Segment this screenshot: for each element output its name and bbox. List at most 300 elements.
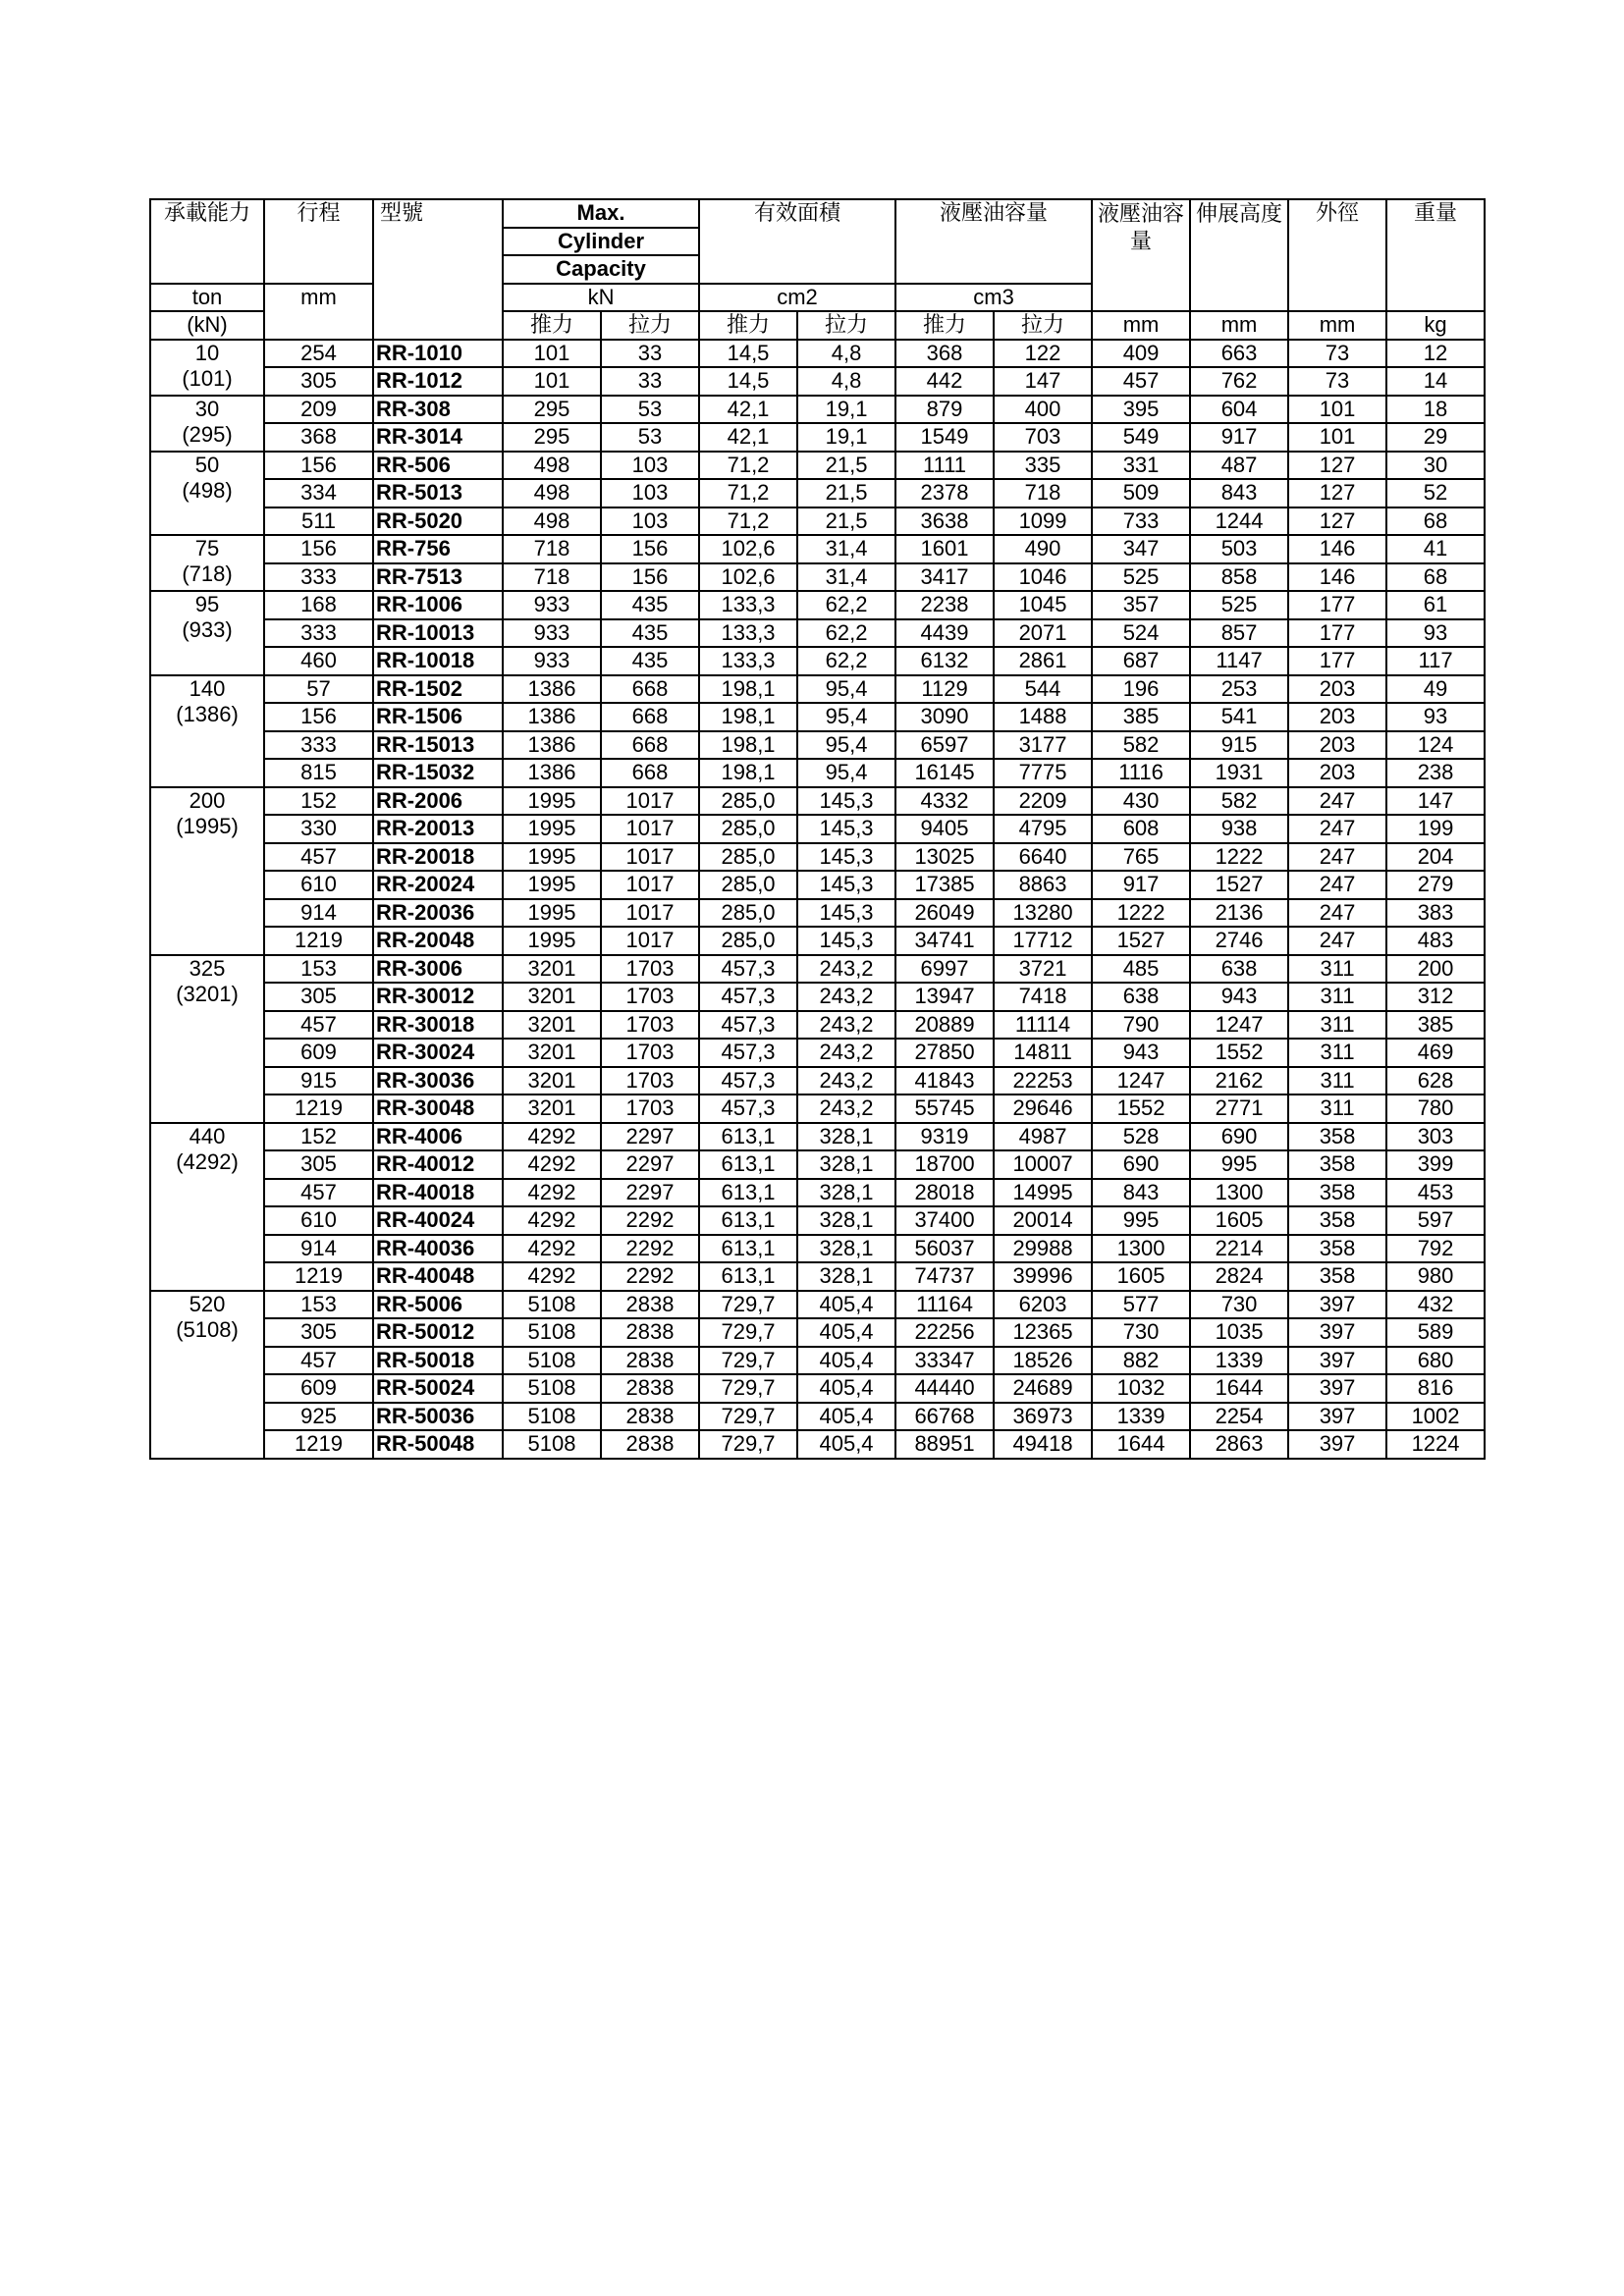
pull-force-cell: 1017 bbox=[601, 843, 699, 872]
pull-area-cell: 328,1 bbox=[797, 1179, 895, 1207]
pull-area-cell: 243,2 bbox=[797, 1067, 895, 1095]
push-area-cell: 457,3 bbox=[699, 1039, 797, 1067]
extended-height-cell: 1605 bbox=[1190, 1206, 1288, 1235]
pull-area-cell: 328,1 bbox=[797, 1150, 895, 1179]
diameter-cell: 358 bbox=[1288, 1262, 1386, 1291]
pull-force-cell: 33 bbox=[601, 367, 699, 396]
stroke-cell: 152 bbox=[264, 787, 373, 816]
push-area-cell: 102,6 bbox=[699, 535, 797, 563]
push-area-cell: 133,3 bbox=[699, 591, 797, 619]
pull-force-cell: 668 bbox=[601, 675, 699, 704]
push-oil-cell: 2378 bbox=[895, 479, 994, 507]
model-cell: RR-10013 bbox=[373, 619, 503, 648]
header-max: Max. bbox=[503, 199, 699, 228]
header-area: 有效面積 bbox=[699, 199, 895, 284]
model-cell: RR-50048 bbox=[373, 1430, 503, 1459]
push-force-cell: 933 bbox=[503, 619, 601, 648]
push-oil-cell: 33347 bbox=[895, 1347, 994, 1375]
table-row bbox=[150, 1262, 1485, 1291]
diameter-cell: 146 bbox=[1288, 563, 1386, 592]
table-row bbox=[150, 1403, 1485, 1431]
push-area-cell: 729,7 bbox=[699, 1347, 797, 1375]
push-area-cell: 285,0 bbox=[699, 899, 797, 928]
extended-height-cell: 858 bbox=[1190, 563, 1288, 592]
model-cell: RR-30018 bbox=[373, 1011, 503, 1040]
pull-area-cell: 21,5 bbox=[797, 507, 895, 536]
extended-height-cell: 1527 bbox=[1190, 871, 1288, 899]
diameter-cell: 311 bbox=[1288, 1095, 1386, 1123]
push-oil-cell: 1129 bbox=[895, 675, 994, 704]
capacity-kn: (3201) bbox=[176, 981, 239, 1006]
table-row bbox=[150, 983, 1485, 1011]
push-force-cell: 1386 bbox=[503, 703, 601, 731]
pull-area-cell: 243,2 bbox=[797, 955, 895, 984]
push-force-cell: 3201 bbox=[503, 1039, 601, 1067]
unit-cm3: cm3 bbox=[895, 284, 1092, 312]
pull-area-cell: 145,3 bbox=[797, 871, 895, 899]
pull-area-cell: 21,5 bbox=[797, 479, 895, 507]
push-force-cell: 295 bbox=[503, 396, 601, 424]
table-row bbox=[150, 1235, 1485, 1263]
stroke-cell: 1219 bbox=[264, 1095, 373, 1123]
oil-height-cell: 1605 bbox=[1092, 1262, 1190, 1291]
diameter-cell: 203 bbox=[1288, 731, 1386, 760]
stroke-cell: 914 bbox=[264, 1235, 373, 1263]
push-area-cell: 285,0 bbox=[699, 927, 797, 955]
diameter-cell: 73 bbox=[1288, 367, 1386, 396]
push-area-cell: 729,7 bbox=[699, 1291, 797, 1319]
oil-height-cell: 1222 bbox=[1092, 899, 1190, 928]
diameter-cell: 311 bbox=[1288, 955, 1386, 984]
diameter-cell: 358 bbox=[1288, 1179, 1386, 1207]
push-oil-cell: 6597 bbox=[895, 731, 994, 760]
push-force-cell: 5108 bbox=[503, 1430, 601, 1459]
push-area-cell: 198,1 bbox=[699, 731, 797, 760]
extended-height-cell: 2771 bbox=[1190, 1095, 1288, 1123]
pull-oil-cell: 20014 bbox=[994, 1206, 1092, 1235]
pull-force-cell: 53 bbox=[601, 396, 699, 424]
pull-oil-cell: 6640 bbox=[994, 843, 1092, 872]
label-push-oil: 推力 bbox=[895, 311, 994, 340]
push-area-cell: 613,1 bbox=[699, 1179, 797, 1207]
pull-force-cell: 668 bbox=[601, 759, 699, 787]
pull-oil-cell: 1045 bbox=[994, 591, 1092, 619]
model-cell: RR-3014 bbox=[373, 423, 503, 452]
stroke-cell: 457 bbox=[264, 843, 373, 872]
model-cell: RR-30012 bbox=[373, 983, 503, 1011]
pull-area-cell: 405,4 bbox=[797, 1291, 895, 1319]
model-cell: RR-3006 bbox=[373, 955, 503, 984]
unit-oil-mm: mm bbox=[1092, 311, 1190, 340]
table-row bbox=[150, 479, 1485, 507]
model-cell: RR-50018 bbox=[373, 1347, 503, 1375]
weight-cell: 93 bbox=[1386, 619, 1485, 648]
oil-height-cell: 1247 bbox=[1092, 1067, 1190, 1095]
header-diameter: 外徑 bbox=[1288, 199, 1386, 311]
weight-cell: 41 bbox=[1386, 535, 1485, 563]
pull-oil-cell: 2071 bbox=[994, 619, 1092, 648]
table-row bbox=[150, 1123, 1485, 1151]
extended-height-cell: 2162 bbox=[1190, 1067, 1288, 1095]
diameter-cell: 247 bbox=[1288, 843, 1386, 872]
oil-height-cell: 331 bbox=[1092, 452, 1190, 480]
capacity-group-cell bbox=[150, 1123, 264, 1291]
weight-cell: 680 bbox=[1386, 1347, 1485, 1375]
push-force-cell: 3201 bbox=[503, 983, 601, 1011]
extended-height-cell: 2746 bbox=[1190, 927, 1288, 955]
stroke-cell: 57 bbox=[264, 675, 373, 704]
push-area-cell: 457,3 bbox=[699, 1011, 797, 1040]
diameter-cell: 397 bbox=[1288, 1291, 1386, 1319]
pull-force-cell: 2292 bbox=[601, 1262, 699, 1291]
push-area-cell: 613,1 bbox=[699, 1123, 797, 1151]
weight-cell: 12 bbox=[1386, 340, 1485, 368]
oil-height-cell: 577 bbox=[1092, 1291, 1190, 1319]
extended-height-cell: 1222 bbox=[1190, 843, 1288, 872]
weight-cell: 303 bbox=[1386, 1123, 1485, 1151]
pull-force-cell: 103 bbox=[601, 479, 699, 507]
pull-area-cell: 405,4 bbox=[797, 1318, 895, 1347]
capacity-kn: (1386) bbox=[176, 701, 239, 726]
push-area-cell: 613,1 bbox=[699, 1262, 797, 1291]
extended-height-cell: 1247 bbox=[1190, 1011, 1288, 1040]
model-cell: RR-40012 bbox=[373, 1150, 503, 1179]
pull-area-cell: 95,4 bbox=[797, 731, 895, 760]
push-force-cell: 1995 bbox=[503, 927, 601, 955]
weight-cell: 18 bbox=[1386, 396, 1485, 424]
stroke-cell: 254 bbox=[264, 340, 373, 368]
pull-force-cell: 1703 bbox=[601, 1067, 699, 1095]
pull-oil-cell: 6203 bbox=[994, 1291, 1092, 1319]
push-area-cell: 457,3 bbox=[699, 1095, 797, 1123]
push-area-cell: 71,2 bbox=[699, 479, 797, 507]
weight-cell: 469 bbox=[1386, 1039, 1485, 1067]
label-push-force: 推力 bbox=[503, 311, 601, 340]
weight-cell: 279 bbox=[1386, 871, 1485, 899]
pull-area-cell: 328,1 bbox=[797, 1123, 895, 1151]
push-oil-cell: 26049 bbox=[895, 899, 994, 928]
oil-height-cell: 385 bbox=[1092, 703, 1190, 731]
unit-height-mm: mm bbox=[1190, 311, 1288, 340]
extended-height-cell: 604 bbox=[1190, 396, 1288, 424]
model-cell: RR-7513 bbox=[373, 563, 503, 592]
extended-height-cell: 1931 bbox=[1190, 759, 1288, 787]
pull-area-cell: 145,3 bbox=[797, 899, 895, 928]
weight-cell: 204 bbox=[1386, 843, 1485, 872]
pull-area-cell: 243,2 bbox=[797, 1095, 895, 1123]
push-force-cell: 3201 bbox=[503, 1095, 601, 1123]
weight-cell: 597 bbox=[1386, 1206, 1485, 1235]
pull-force-cell: 1703 bbox=[601, 983, 699, 1011]
weight-cell: 52 bbox=[1386, 479, 1485, 507]
stroke-cell: 333 bbox=[264, 619, 373, 648]
push-oil-cell: 16145 bbox=[895, 759, 994, 787]
stroke-cell: 333 bbox=[264, 731, 373, 760]
oil-height-cell: 525 bbox=[1092, 563, 1190, 592]
table-row bbox=[150, 1039, 1485, 1067]
diameter-cell: 397 bbox=[1288, 1318, 1386, 1347]
push-area-cell: 198,1 bbox=[699, 675, 797, 704]
model-cell: RR-756 bbox=[373, 535, 503, 563]
weight-cell: 238 bbox=[1386, 759, 1485, 787]
table-row bbox=[150, 535, 1485, 563]
oil-height-cell: 1527 bbox=[1092, 927, 1190, 955]
extended-height-cell: 1244 bbox=[1190, 507, 1288, 536]
pull-area-cell: 328,1 bbox=[797, 1262, 895, 1291]
unit-ton: ton bbox=[150, 284, 264, 312]
stroke-cell: 457 bbox=[264, 1179, 373, 1207]
extended-height-cell: 917 bbox=[1190, 423, 1288, 452]
capacity-ton: 50 bbox=[194, 452, 220, 477]
push-force-cell: 3201 bbox=[503, 1067, 601, 1095]
oil-height-cell: 1300 bbox=[1092, 1235, 1190, 1263]
weight-cell: 68 bbox=[1386, 563, 1485, 592]
extended-height-cell: 2863 bbox=[1190, 1430, 1288, 1459]
pull-oil-cell: 29646 bbox=[994, 1095, 1092, 1123]
stroke-cell: 511 bbox=[264, 507, 373, 536]
pull-oil-cell: 400 bbox=[994, 396, 1092, 424]
pull-force-cell: 668 bbox=[601, 703, 699, 731]
model-cell: RR-1502 bbox=[373, 675, 503, 704]
model-cell: RR-5006 bbox=[373, 1291, 503, 1319]
oil-height-cell: 357 bbox=[1092, 591, 1190, 619]
push-force-cell: 5108 bbox=[503, 1374, 601, 1403]
unit-kn-paren: (kN) bbox=[150, 311, 264, 340]
header-row-1 bbox=[150, 199, 1485, 228]
push-area-cell: 102,6 bbox=[699, 563, 797, 592]
pull-area-cell: 62,2 bbox=[797, 647, 895, 675]
push-oil-cell: 879 bbox=[895, 396, 994, 424]
push-area-cell: 285,0 bbox=[699, 843, 797, 872]
push-oil-cell: 18700 bbox=[895, 1150, 994, 1179]
pull-oil-cell: 7775 bbox=[994, 759, 1092, 787]
push-area-cell: 729,7 bbox=[699, 1318, 797, 1347]
pull-oil-cell: 490 bbox=[994, 535, 1092, 563]
stroke-cell: 610 bbox=[264, 871, 373, 899]
oil-height-cell: 1552 bbox=[1092, 1095, 1190, 1123]
diameter-cell: 247 bbox=[1288, 927, 1386, 955]
pull-force-cell: 2292 bbox=[601, 1206, 699, 1235]
push-area-cell: 729,7 bbox=[699, 1430, 797, 1459]
model-cell: RR-4006 bbox=[373, 1123, 503, 1151]
pull-force-cell: 156 bbox=[601, 535, 699, 563]
push-area-cell: 198,1 bbox=[699, 703, 797, 731]
pull-force-cell: 2838 bbox=[601, 1374, 699, 1403]
weight-cell: 432 bbox=[1386, 1291, 1485, 1319]
capacity-group-cell bbox=[150, 1291, 264, 1459]
table-row bbox=[150, 731, 1485, 760]
diameter-cell: 127 bbox=[1288, 507, 1386, 536]
push-oil-cell: 66768 bbox=[895, 1403, 994, 1431]
extended-height-cell: 2214 bbox=[1190, 1235, 1288, 1263]
capacity-group-cell bbox=[150, 675, 264, 787]
header-oil: 液壓油容量 bbox=[895, 199, 1092, 284]
capacity-kn: (4292) bbox=[176, 1148, 239, 1174]
stroke-cell: 925 bbox=[264, 1403, 373, 1431]
stroke-cell: 305 bbox=[264, 983, 373, 1011]
pull-force-cell: 2297 bbox=[601, 1179, 699, 1207]
capacity-kn: (498) bbox=[182, 477, 233, 503]
stroke-cell: 460 bbox=[264, 647, 373, 675]
extended-height-cell: 915 bbox=[1190, 731, 1288, 760]
model-cell: RR-15013 bbox=[373, 731, 503, 760]
diameter-cell: 311 bbox=[1288, 1067, 1386, 1095]
push-force-cell: 4292 bbox=[503, 1179, 601, 1207]
model-cell: RR-50036 bbox=[373, 1403, 503, 1431]
diameter-cell: 397 bbox=[1288, 1430, 1386, 1459]
extended-height-cell: 1035 bbox=[1190, 1318, 1288, 1347]
diameter-cell: 397 bbox=[1288, 1403, 1386, 1431]
push-force-cell: 4292 bbox=[503, 1150, 601, 1179]
push-area-cell: 457,3 bbox=[699, 955, 797, 984]
oil-height-cell: 528 bbox=[1092, 1123, 1190, 1151]
push-force-cell: 498 bbox=[503, 479, 601, 507]
diameter-cell: 358 bbox=[1288, 1123, 1386, 1151]
extended-height-cell: 690 bbox=[1190, 1123, 1288, 1151]
pull-area-cell: 31,4 bbox=[797, 535, 895, 563]
extended-height-cell: 253 bbox=[1190, 675, 1288, 704]
extended-height-cell: 1300 bbox=[1190, 1179, 1288, 1207]
pull-oil-cell: 18526 bbox=[994, 1347, 1092, 1375]
pull-force-cell: 2292 bbox=[601, 1235, 699, 1263]
extended-height-cell: 843 bbox=[1190, 479, 1288, 507]
diameter-cell: 358 bbox=[1288, 1206, 1386, 1235]
push-area-cell: 14,5 bbox=[699, 340, 797, 368]
push-force-cell: 1386 bbox=[503, 675, 601, 704]
pull-oil-cell: 1488 bbox=[994, 703, 1092, 731]
push-oil-cell: 6997 bbox=[895, 955, 994, 984]
table-row bbox=[150, 1318, 1485, 1347]
pull-area-cell: 31,4 bbox=[797, 563, 895, 592]
pull-area-cell: 145,3 bbox=[797, 815, 895, 843]
capacity-kn: (5108) bbox=[176, 1316, 239, 1342]
table-row bbox=[150, 367, 1485, 396]
stroke-cell: 333 bbox=[264, 563, 373, 592]
model-cell: RR-5013 bbox=[373, 479, 503, 507]
push-oil-cell: 4332 bbox=[895, 787, 994, 816]
table-row bbox=[150, 1179, 1485, 1207]
oil-height-cell: 690 bbox=[1092, 1150, 1190, 1179]
pull-oil-cell: 122 bbox=[994, 340, 1092, 368]
oil-height-cell: 409 bbox=[1092, 340, 1190, 368]
push-force-cell: 933 bbox=[503, 647, 601, 675]
stroke-cell: 1219 bbox=[264, 927, 373, 955]
capacity-kn: (933) bbox=[182, 617, 233, 642]
model-cell: RR-15032 bbox=[373, 759, 503, 787]
push-force-cell: 4292 bbox=[503, 1262, 601, 1291]
table-row bbox=[150, 871, 1485, 899]
diameter-cell: 203 bbox=[1288, 759, 1386, 787]
pull-area-cell: 405,4 bbox=[797, 1403, 895, 1431]
push-oil-cell: 41843 bbox=[895, 1067, 994, 1095]
pull-oil-cell: 10007 bbox=[994, 1150, 1092, 1179]
capacity-group-cell bbox=[150, 955, 264, 1123]
spec-table bbox=[149, 198, 1486, 1460]
weight-cell: 483 bbox=[1386, 927, 1485, 955]
table-row bbox=[150, 1291, 1485, 1319]
model-cell: RR-50024 bbox=[373, 1374, 503, 1403]
stroke-cell: 1219 bbox=[264, 1430, 373, 1459]
pull-force-cell: 2297 bbox=[601, 1150, 699, 1179]
push-force-cell: 1995 bbox=[503, 871, 601, 899]
pull-area-cell: 4,8 bbox=[797, 340, 895, 368]
diameter-cell: 177 bbox=[1288, 619, 1386, 648]
extended-height-cell: 1644 bbox=[1190, 1374, 1288, 1403]
stroke-cell: 305 bbox=[264, 367, 373, 396]
push-oil-cell: 22256 bbox=[895, 1318, 994, 1347]
pull-oil-cell: 14995 bbox=[994, 1179, 1092, 1207]
pull-oil-cell: 39996 bbox=[994, 1262, 1092, 1291]
diameter-cell: 146 bbox=[1288, 535, 1386, 563]
pull-area-cell: 243,2 bbox=[797, 983, 895, 1011]
oil-height-cell: 485 bbox=[1092, 955, 1190, 984]
extended-height-cell: 943 bbox=[1190, 983, 1288, 1011]
table-row bbox=[150, 1095, 1485, 1123]
table-row bbox=[150, 843, 1485, 872]
table-row bbox=[150, 1206, 1485, 1235]
weight-cell: 816 bbox=[1386, 1374, 1485, 1403]
push-area-cell: 285,0 bbox=[699, 787, 797, 816]
oil-height-cell: 765 bbox=[1092, 843, 1190, 872]
table-row bbox=[150, 1150, 1485, 1179]
push-area-cell: 729,7 bbox=[699, 1374, 797, 1403]
pull-area-cell: 95,4 bbox=[797, 703, 895, 731]
pull-force-cell: 1703 bbox=[601, 955, 699, 984]
table-row bbox=[150, 927, 1485, 955]
oil-height-cell: 196 bbox=[1092, 675, 1190, 704]
capacity-kn: (1995) bbox=[176, 813, 239, 838]
oil-height-cell: 843 bbox=[1092, 1179, 1190, 1207]
pull-force-cell: 2838 bbox=[601, 1347, 699, 1375]
push-oil-cell: 368 bbox=[895, 340, 994, 368]
label-push-area: 推力 bbox=[699, 311, 797, 340]
pull-oil-cell: 1046 bbox=[994, 563, 1092, 592]
push-force-cell: 5108 bbox=[503, 1318, 601, 1347]
push-oil-cell: 9319 bbox=[895, 1123, 994, 1151]
capacity-ton: 30 bbox=[194, 396, 220, 421]
pull-oil-cell: 49418 bbox=[994, 1430, 1092, 1459]
diameter-cell: 73 bbox=[1288, 340, 1386, 368]
pull-area-cell: 328,1 bbox=[797, 1235, 895, 1263]
table-row bbox=[150, 647, 1485, 675]
pull-oil-cell: 1099 bbox=[994, 507, 1092, 536]
stroke-cell: 1219 bbox=[264, 1262, 373, 1291]
stroke-cell: 815 bbox=[264, 759, 373, 787]
model-cell: RR-1006 bbox=[373, 591, 503, 619]
diameter-cell: 397 bbox=[1288, 1374, 1386, 1403]
table-body bbox=[150, 199, 1485, 1459]
pull-area-cell: 62,2 bbox=[797, 619, 895, 648]
pull-force-cell: 1017 bbox=[601, 871, 699, 899]
extended-height-cell: 525 bbox=[1190, 591, 1288, 619]
push-force-cell: 1995 bbox=[503, 899, 601, 928]
model-cell: RR-1506 bbox=[373, 703, 503, 731]
push-oil-cell: 13025 bbox=[895, 843, 994, 872]
diameter-cell: 358 bbox=[1288, 1150, 1386, 1179]
extended-height-cell: 1552 bbox=[1190, 1039, 1288, 1067]
oil-height-cell: 524 bbox=[1092, 619, 1190, 648]
weight-cell: 1002 bbox=[1386, 1403, 1485, 1431]
diameter-cell: 203 bbox=[1288, 675, 1386, 704]
header-capacity-en: Capacity bbox=[503, 255, 699, 284]
push-oil-cell: 1549 bbox=[895, 423, 994, 452]
pull-area-cell: 62,2 bbox=[797, 591, 895, 619]
extended-height-cell: 582 bbox=[1190, 787, 1288, 816]
model-cell: RR-2006 bbox=[373, 787, 503, 816]
table-row bbox=[150, 703, 1485, 731]
weight-cell: 453 bbox=[1386, 1179, 1485, 1207]
pull-oil-cell: 12365 bbox=[994, 1318, 1092, 1347]
